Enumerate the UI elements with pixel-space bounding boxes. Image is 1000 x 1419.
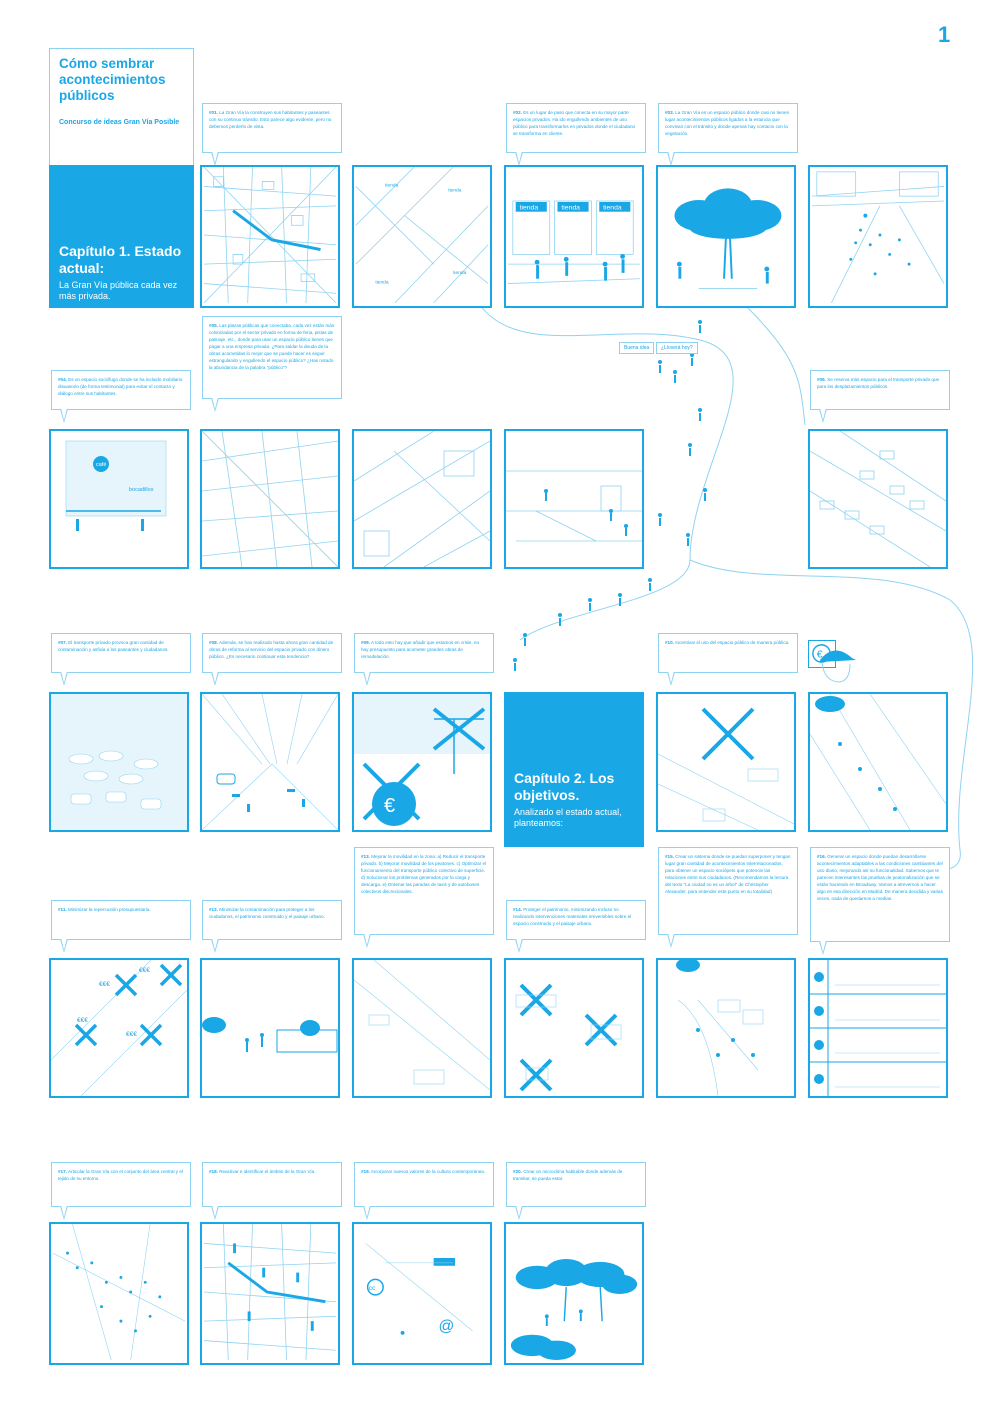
- panel-05-plaza: [808, 165, 948, 308]
- shop-label: tienda: [385, 183, 399, 189]
- chapter2-title: Capítulo 2. Los objetivos.: [514, 770, 615, 803]
- bubble-14: #14. Proteger el patrimonio, minimizando incluso no realizando intervenciones materiales irreversibles sobre el espacio construido y el paisaje urbano.: [506, 900, 646, 940]
- bubble-05: #05. Las plazas públicas que conectaba, cada vez están más colonizadas por el sector privado en forma de feria, pistas de patinaje, etc., donde para usar un espacio público tienes que pagar a una empresa privada. ¿Para saldar la deuda de la obras acometidas lo mejor que se puede hacer es seguir estrangulando y engullendo el espacio público? ¿Has notado la abundancia de la palabra "público"?: [202, 316, 342, 399]
- euro-label: €€€: [126, 1031, 137, 1038]
- panel-06-cafe: [49, 429, 189, 569]
- panel-16-budget: [49, 958, 189, 1098]
- panel-13-crisis: [352, 692, 492, 832]
- panel-08-streets-closeup: [352, 429, 492, 569]
- bubble-20: #20. Crear un microclima habitable donde además de transitar, se pueda estar.: [506, 1162, 646, 1207]
- panel-24-culture: [352, 1222, 492, 1365]
- chapter1-subtitle: La Gran Vía pública cada vez más privada.: [59, 280, 178, 301]
- speech-bubble-rain: ¿Lloverá hoy?: [656, 342, 698, 354]
- shop-label: tienda: [453, 270, 467, 276]
- shop-label: tienda: [519, 204, 539, 212]
- main-title: Cómo sembrar acontecimientos públicos: [59, 56, 166, 103]
- chapter2-panel: [504, 692, 644, 847]
- cafe-label: café: [96, 462, 107, 468]
- panel-01-city-map: [200, 165, 340, 308]
- panel-15-aerial-street: [808, 692, 948, 832]
- euro-icon: €: [816, 648, 823, 661]
- panel-18-mobility: [352, 958, 492, 1098]
- panel-07-streets: [200, 429, 340, 569]
- bubble-11: #11. Minimizar la repercusión presupuestaria.: [51, 900, 191, 940]
- panel-25-microclimate: [504, 1222, 644, 1365]
- rss-icon: [401, 1331, 405, 1335]
- cc-icon: cc: [368, 1285, 376, 1293]
- euro-label: €€€: [99, 981, 110, 988]
- speech-bubble-idea: Buena idea: [619, 342, 654, 354]
- panel-23-city-map-identity: [200, 1222, 340, 1365]
- shop-label: tienda: [561, 204, 580, 212]
- subtitle: Concurso de ideas Gran Vía Posible: [59, 119, 180, 126]
- bubble-13: #13. Mejorar la movilidad en la zona: a) Reducir el transporte privado. b) Mejorar movilidad de los peatones. c) Optimizar el funcionamiento del transporte público colectivo de superficie. d) Solucionar los problemas generados por la carga y descarga. e) Ordenar las paradas de taxis y de autobuses colectivos discrecionales.: [354, 847, 494, 935]
- bubble-17: #17. Articular la Gran Vía con el conjunto del área central y el tejido de su entorno.: [51, 1162, 191, 1207]
- chapter2-subtitle: Analizado el estado actual, planteamos:: [514, 807, 622, 828]
- panel-21-timeline: [808, 958, 948, 1098]
- chapter1-title: Capítulo 1. Estado actual:: [59, 243, 182, 276]
- bubble-04: #04. Es un espacio sociófugo donde se ha incluido mobiliario disuasorio (de forma testimonial) para evitar el contacto y diálogo entre sus habitantes.: [51, 370, 191, 410]
- bubble-16: #16. Generar un espacio donde puedan desarrollarse acontecimientos adaptables a las condiciones cambiantes del uso diario, mejorando así su funcionalidad. Sabemos que te parecen interesantes las pruebas de peatonalización que se están haciendo en Broadway. Vamos a atrevernos a hacer algo en esa dirección en Madrid. De manera decidida y varias veces, nada de quedarnos a medias.: [810, 847, 950, 942]
- euro-label: €€€: [77, 1017, 88, 1024]
- bubble-15: #15. Crear un sistema donde se puedan superponer y tengan lugar gran cantidad de acontecimientos interrelacionados, para obtener un espacio sociópeto que potencie las relaciones entre sus ciudadanos. (Recomendamos la lectura del texto "La ciudad no es un árbol" de Christopher Alexander, para entender este punto en su totalidad): [658, 847, 798, 935]
- euro-bag-symbol: €: [384, 795, 396, 817]
- panel-03-shops: [504, 165, 644, 308]
- panel-12-street-works: [200, 692, 340, 832]
- panel-22-network: [49, 1222, 189, 1365]
- panel-17-bus-trees: [200, 958, 340, 1098]
- sandwich-label: bocadillos: [129, 487, 154, 493]
- bubble-09: #09. A todo esto hay que añadir que estamos en crisis, no hay presupuesto para acometer grandes obras de remodelación.: [354, 633, 494, 673]
- bubble-01: #01. La Gran Vía la construyen sus habitantes y paseantes con su continuo tránsito. Esto parece algo evidente, pero no debemos perderlo de vista.: [202, 103, 342, 153]
- bubble-12: #12. Minimizar la contaminación para proteger a los ciudadanos, el patrimonio construido y el paisaje urbano.: [202, 900, 342, 940]
- title-box: [49, 48, 194, 166]
- panel-02-intersection: [352, 165, 492, 308]
- panel-11-pollution: [49, 692, 189, 832]
- shop-label: tienda: [375, 280, 389, 286]
- panel-14-public-use: [656, 692, 796, 832]
- at-icon: @: [438, 1317, 455, 1335]
- panel-20-events: [656, 958, 796, 1098]
- panel-09-terrace: [504, 429, 644, 569]
- bubble-18: #18. Reactivar e identificar el ámbito de la Gran Vía.: [202, 1162, 342, 1207]
- shop-label: tienda: [603, 204, 622, 212]
- bubble-19: #19. Incorporar nuevos valores de la cultura contemporánea.: [354, 1162, 494, 1207]
- bubble-07: #07. El transporte privado provoca gran cantidad de contaminación y asfixia a los paseantes y ciudadanos.: [51, 633, 191, 673]
- euro-label: €€€: [139, 967, 150, 974]
- panel-04-tree: [656, 165, 796, 308]
- bubble-08: #08. Además, se han realizado hasta ahora gran cantidad de obras de reforma al servicio del espacio privado con dinero público. ¿Es necesario continuar esta tendencia?: [202, 633, 342, 673]
- cap-man-icon: [812, 640, 858, 686]
- bubble-10: #10. Incentivar el uso del espacio público de manera pública.: [658, 633, 798, 673]
- chapter1-panel: [49, 165, 194, 308]
- bubble-02: #02. Es un lugar de paso que conecta en su mayor parte espacios privados. Ha ido engullendo ambientes de uso público para transformarlos en privados donde el ciudadano se transforma en cliente.: [506, 103, 646, 153]
- usb-icon: [434, 1258, 455, 1266]
- bubble-03: #03. La Gran Vía es un espacio público donde casi no tienen lugar acontecimientos públicos ligados a la estancia que convivan con el tránsito y donde apenas hay contacto con la vegetación.: [658, 103, 798, 153]
- panel-19-heritage: [504, 958, 644, 1098]
- panel-10-traffic: [808, 429, 948, 569]
- shop-label: tienda: [448, 188, 462, 194]
- bubble-06: #06. Se reserva más espacio para el transporte privado que para los desplazamientos públicos.: [810, 370, 950, 410]
- page-number: 1: [938, 22, 951, 47]
